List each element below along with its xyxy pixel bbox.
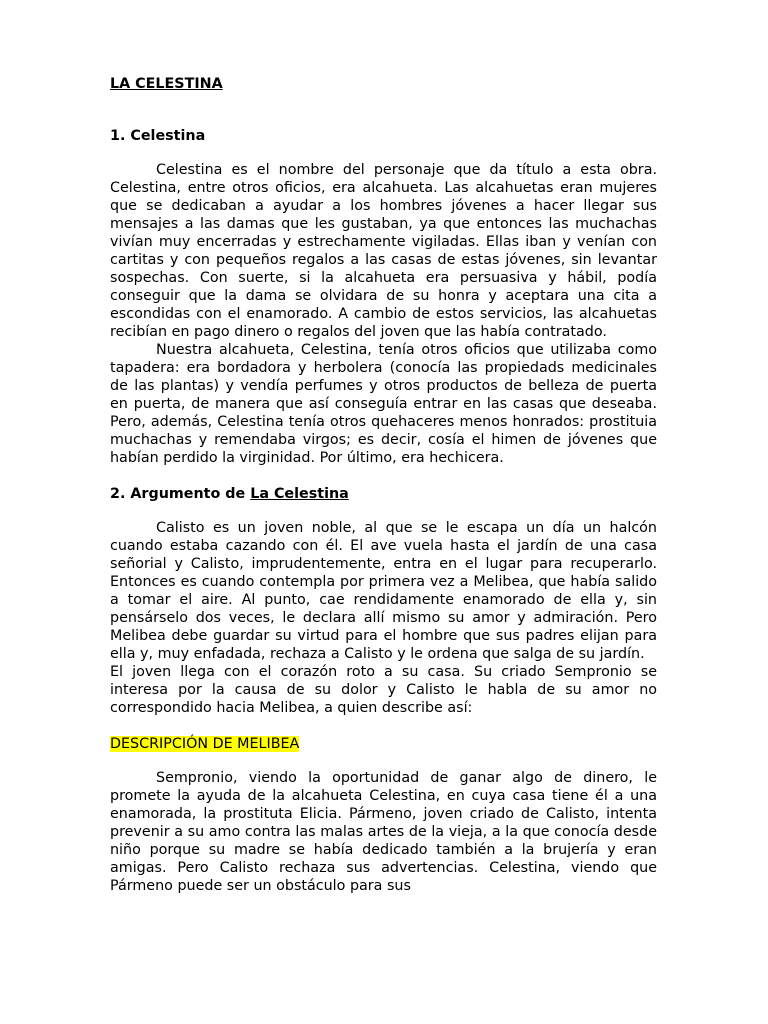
paragraph-argumento-1: Calisto es un joven noble, al que se le escapa un día un halcón cuando estaba cazando con él. El ave vuela hasta el jardín de una casa señorial y Calisto, imprudentemente, entra en el lugar para recuperarlo. Entonces es cuando contempla por primera vez a Melibea, que había salido a tomar el aire. Al punto, cae rendidamente enamorado de ella y, sin pensárselo dos veces, le declara allí mismo su amor y admiración. Pero Melibea debe guardar su virtud para el hombre que sus padres elijan para ella y, muy enfadada, rechaza a Calisto y le ordena que salga de su jardín. [110, 520, 657, 662]
document-title: LA CELESTINA [110, 76, 223, 92]
paragraph-argumento-2: El joven llega con el corazón roto a su casa. Su criado Sempronio se interesa por la causa de su dolor y Calisto le habla de su amor no correspondido hacia Melibea, a quien describe así: [110, 664, 657, 716]
paragraph-argumento-3: Sempronio, viendo la oportunidad de ganar algo de dinero, le promete la ayuda de la alcahueta Celestina, en cuya casa tiene él a una enamorada, la prostituta Elicia. Pármeno, joven criado de Calisto, intenta prevenir a su amo contra las malas artes de la vieja, a la que conocía desde niño porque su madre se había dedicado también a la brujería y eran amigas. Pero Calisto rechaza sus advertencias. Celestina, viendo que Pármeno puede ser un obstáculo para sus [110, 770, 657, 894]
heading-prefix: 2. Argumento de [110, 486, 251, 502]
paragraph-celestina-description: Celestina es el nombre del personaje que da título a esta obra. Celestina, entre otros oficios, era alcahueta. Las alcahuetas eran mujeres que se dedicaban a ayudar a los hombres jóvenes a hacer llegar sus mensajes a las damas que les gustaban, ya que entonces las muchachas vivían muy encerradas y estrechamente vigiladas. Ellas iban y venían con cartitas y con pequeños regalos a las casas de estas jóvenes, sin levantar sospechas. Con suerte, si la alcahueta era persuasiva y hábil, podía conseguir que la dama se olvidara de su honra y aceptara una cita a escondidas con el enamorado. A cambio de estos servicios, las alcahuetas recibían en pago dinero o regalos del joven que las había contratado. [110, 162, 657, 340]
document-page [110, 75, 657, 895]
highlighted-label: DESCRIPCIÓN DE MELIBEA [110, 736, 300, 752]
spacer [110, 467, 657, 485]
section-heading-argumento [110, 485, 657, 503]
section-heading-celestina: 1. Celestina [110, 128, 206, 144]
spacer [110, 717, 657, 735]
heading-work-title: La Celestina [250, 486, 349, 502]
paragraph-celestina-oficios: Nuestra alcahueta, Celestina, tenía otros oficios que utilizaba como tapadera: era bordadora y herbolera (conocía las propiedads medicinales de las plantas) y vendía perfumes y otros productos de belleza de puerta en puerta, de manera que así conseguía entrar en las casas que deseaba. Pero, además, Celestina tenía otros quehaceres menos honrados: prostituia muchachas y remendaba virgos; es decir, cosía el himen de jóvenes que habían perdido la virginidad. Por último, era hechicera. [110, 342, 657, 466]
highlighted-label-line [110, 735, 657, 753]
